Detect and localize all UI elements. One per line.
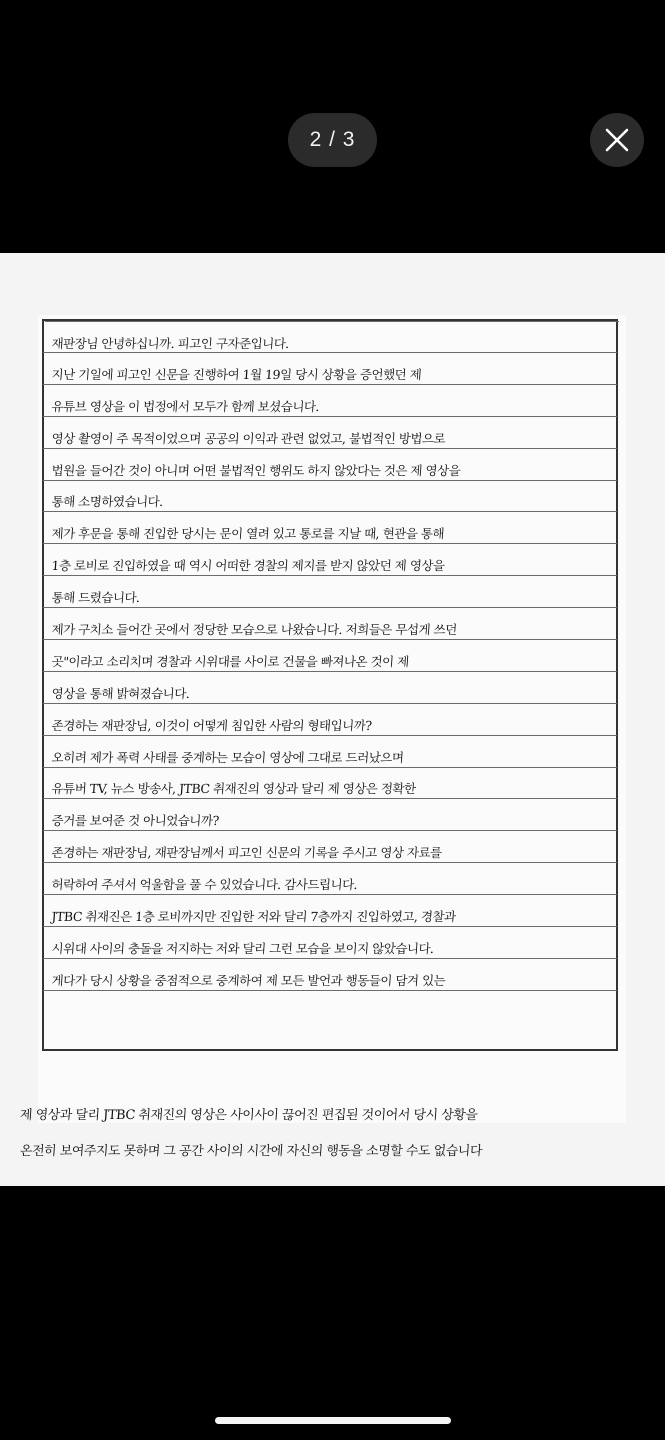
letter-line: 게다가 당시 상황을 중점적으로 중계하여 제 모든 발언과 행동들이 담겨 있는 (43, 959, 619, 991)
letter-paper (38, 315, 626, 1123)
letter-lines (44, 321, 618, 991)
letter-line: 허락하여 주셔서 억울함을 풀 수 있었습니다. 감사드립니다. (43, 863, 619, 895)
letter-line: 1층 로비로 진입하였을 때 역시 어떠한 경찰의 제지를 받지 않았던 제 영상을 (43, 544, 619, 576)
home-indicator[interactable] (215, 1417, 451, 1424)
close-button[interactable] (590, 113, 644, 167)
letter-line: 제 영상과 달리 JTBC 취재진의 영상은 사이사이 끊어진 편집된 것이어서 당시 상황을 (19, 1108, 478, 1123)
letter-line: 통해 드렸습니다. (43, 576, 619, 608)
letter-tail-lines (12, 1096, 657, 1168)
letter-line: 온전히 보여주지도 못하며 그 공간 사이의 시간에 자신의 행동을 소명할 수도 없습니다 (19, 1144, 483, 1159)
letter-line: 통해 소명하였습니다. (43, 480, 619, 512)
letter-line: 제가 후문을 통해 진입한 당시는 문이 열려 있고 통로를 지날 때, 현관을 통해 (43, 512, 619, 544)
page-counter: 2 / 3 (288, 113, 377, 167)
letter-line: 제가 구치소 들어간 곳에서 정당한 모습으로 나왔습니다. 저희들은 무섭게 쓰던 (43, 608, 619, 640)
letter-photo[interactable] (0, 253, 665, 1186)
close-icon (590, 113, 644, 167)
letter-line: 영상 촬영이 주 목적이었으며 공공의 이익과 관련 없었고, 불법적인 방법으로 (43, 417, 619, 449)
letter-line: 영상을 통해 밝혀졌습니다. (43, 672, 619, 704)
letter-line: 존경하는 재판장님, 재판장님께서 피고인 신문의 기록을 주시고 영상 자료를 (43, 831, 619, 863)
letter-line: 존경하는 재판장님, 이것이 어떻게 침입한 사람의 형태입니까? (43, 704, 619, 736)
letter-line: 증거를 보여준 것 아니었습니까? (43, 799, 619, 831)
letter-line: 재판장님 안녕하십니까. 피고인 구자준입니다. (43, 321, 619, 353)
letter-line: JTBC 취재진은 1층 로비까지만 진입한 저와 달리 7층까지 진입하였고, 경찰과 (43, 895, 619, 927)
letter-line: 유튜브 영상을 이 법정에서 모두가 함께 보셨습니다. (43, 385, 619, 417)
letter-line: 지난 기일에 피고인 신문을 진행하여 1월 19일 당시 상황을 증언했던 제 (43, 353, 619, 385)
letter-line: 법원을 들어간 것이 아니며 어떤 불법적인 행위도 하지 않았다는 것은 제 영상을 (43, 449, 619, 481)
letter-line: 시위대 사이의 충돌을 저지하는 저와 달리 그런 모습을 보이지 않았습니다. (43, 927, 619, 959)
letter-line: 유튜버 TV, 뉴스 방송사, JTBC 취재진의 영상과 달리 제 영상은 정확한 (43, 767, 619, 799)
letter-line: 곳"이라고 소리치며 경찰과 시위대를 사이로 건물을 빠져나온 것이 제 (43, 640, 619, 672)
letter-line: 오히려 제가 폭력 사태를 중계하는 모습이 영상에 그대로 드러났으며 (43, 736, 619, 768)
